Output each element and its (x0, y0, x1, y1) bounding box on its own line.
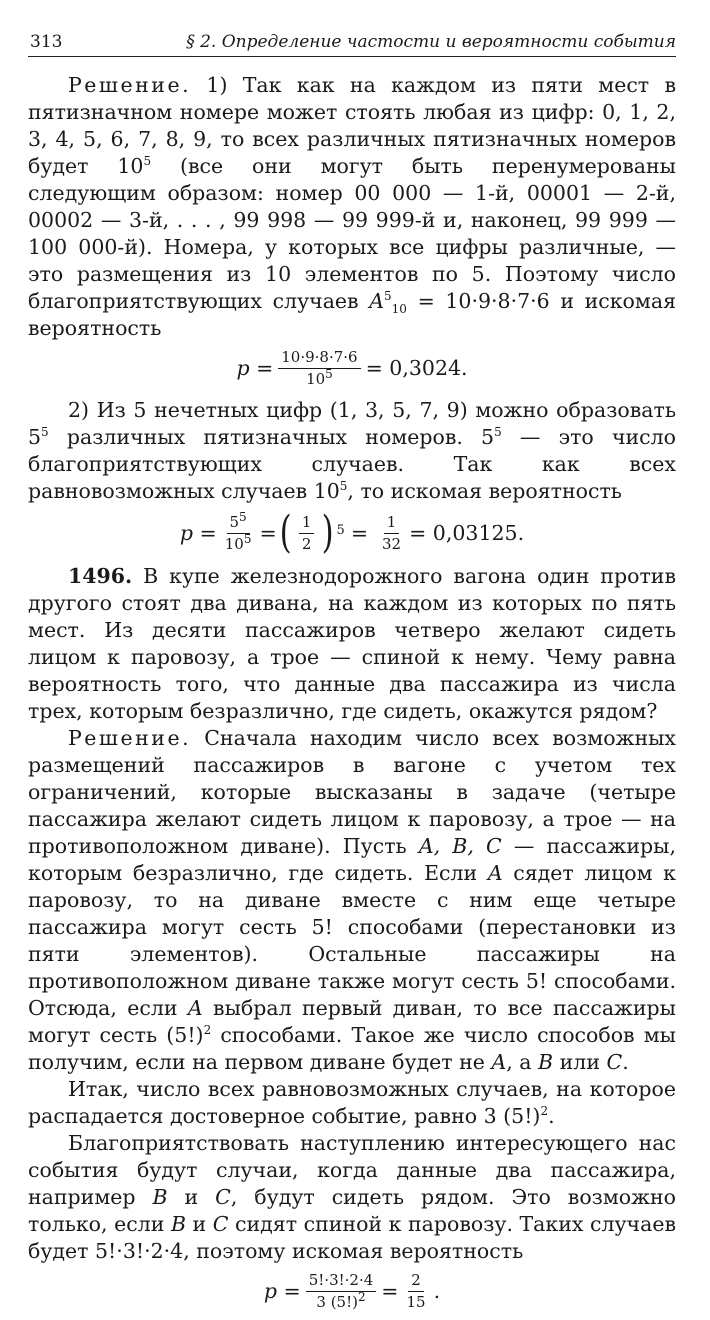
denominator: 15 (406, 1293, 426, 1311)
var-C: C (606, 1050, 623, 1074)
fraction (306, 1271, 377, 1312)
text: = 10·9·8·7·6 и искомая вероятность (28, 289, 676, 340)
formula-lhs: p = (263, 1279, 301, 1303)
problem-text: В купе железнодорожного вагона один против другого стоят два дивана, на каждом из которых по пять мест. Из десяти пассажиров четверо желают сидеть лицом к паровозу, а трое — спиной к нему. Чему равна вероятность того, что данные два пассажира из числа трех, которым безразлично, где сидеть, окажутся рядом? (28, 564, 676, 723)
numerator: 5!·3!·2·4 (306, 1271, 377, 1292)
var-A: A (491, 1050, 507, 1074)
text: 5 (229, 512, 240, 531)
numerator: 1 (299, 513, 315, 534)
text: Итак, число всех равновозможных случаев, на которое распадается достоверное событие, равно 3 (5!) (28, 1077, 676, 1128)
var-C: C (215, 1185, 231, 1209)
formula-3 (28, 1271, 676, 1312)
denominator: 2 (301, 534, 312, 553)
text: и (167, 1185, 216, 1209)
text: различных пятизначных номеров. 5 (48, 425, 495, 449)
solution-label: Решение. (68, 726, 192, 750)
numerator (227, 509, 250, 534)
exponent: 2 (357, 1290, 366, 1304)
var-B: B (538, 1050, 554, 1074)
numerator: 2 (408, 1271, 424, 1292)
var-C: C (212, 1212, 229, 1236)
book-page (28, 0, 677, 1311)
text: Сначала находим число всех возможных размещений пассажиров в вагоне с учетом тех ограничений, которые высказаны в задаче (четыре пассажира желают сидеть лицом к паровозу, а трое — на противоположном диване). Пусть (28, 726, 676, 858)
text: , а (506, 1050, 539, 1074)
text: , будут сидеть рядом. Это возможно только, если (28, 1185, 677, 1236)
solution2-paragraph2 (28, 1076, 676, 1130)
var-B: B (152, 1185, 168, 1209)
denominator (222, 531, 255, 554)
text: или (553, 1050, 607, 1074)
text: (все они могут быть перенумерованы следующим образом: номер 00 000 — 1-й, 00001 — 2-й, 00002 — 3-й, . . . , 99 998 — 99 999-й и, наконец, 99 999 — 100 000-й). Номера, у которых все цифры различные, — это размещения из 10 элементов по 5. Поэтому число благоприятствующих случаев (28, 154, 676, 313)
exponent: 5 (384, 289, 392, 304)
solution-label: Решение. (68, 73, 192, 97)
vars: A, B, C (418, 834, 502, 858)
var-A: A (369, 289, 385, 313)
section-title: § 2. Определение частости и вероятности события (186, 32, 676, 52)
subscript: 10 (391, 302, 407, 317)
exponent: 5 (143, 154, 152, 169)
var-B: B (170, 1212, 187, 1236)
fraction (379, 513, 404, 554)
text: 10 (306, 370, 326, 388)
equals-sign: = (259, 520, 277, 545)
exponent: 5 (494, 425, 502, 440)
equals-sign: = (350, 520, 369, 545)
numerator: 1 (384, 513, 400, 534)
exponent: 5 (239, 509, 247, 524)
text: сидят спиной к паровозу. Таких случаев будет 5!·3!·2·4, поэтому искомая вероятность (28, 1212, 677, 1263)
page-body (28, 72, 676, 1320)
exponent: 5 (336, 523, 345, 538)
var-A: A (187, 996, 203, 1020)
formula-1 (28, 348, 676, 389)
exponent: 5 (325, 367, 333, 381)
solution2-paragraph3 (28, 1130, 676, 1265)
formula-lhs: p = (179, 520, 217, 545)
equals-sign: = (381, 1279, 399, 1303)
fraction (403, 1271, 428, 1312)
text: 2) Из 5 нечетных цифр (1, 3, 5, 7, 9) можно образовать 5 (28, 398, 676, 449)
text: способами. Такое же число способов мы получим, если на первом диване будет не (28, 1023, 676, 1074)
formula-result: = 0,3024. (365, 356, 468, 380)
fraction (222, 509, 255, 554)
text: Благоприятствовать наступлению интересующего нас события будут случаи, когда данные два пассажира, например (28, 1131, 676, 1209)
exponent: 2 (203, 1023, 212, 1038)
text: — это число благоприятствующих случаев. Так как всех равновозможных случаев 10 (28, 425, 677, 503)
text: сядет лицом к паровозу, то на диване вместе с ним еще четыре пассажира могут сесть 5! способами (перестановки из пяти элементов). Остальные пассажиры на противоположном диване также могут сесть 5! способами. Отсюда, если (28, 861, 676, 1020)
denominator (313, 1292, 368, 1312)
solution2-paragraph1 (28, 725, 676, 1076)
formula-lhs: p = (236, 356, 274, 380)
denominator: 32 (382, 534, 402, 553)
var-A: A (487, 861, 503, 885)
page-number: 313 (30, 32, 63, 52)
exponent: 5 (339, 479, 348, 494)
text: и (186, 1212, 213, 1236)
text: . (622, 1050, 629, 1074)
text: выбрал первый диван, то все пассажиры могут сесть (5!) (28, 996, 676, 1047)
exponent: 5 (41, 425, 49, 440)
denominator (303, 369, 336, 389)
right-paren: ) (321, 507, 334, 558)
exponent: 2 (540, 1104, 549, 1119)
text: . (548, 1104, 555, 1128)
numerator: 10·9·8·7·6 (278, 348, 360, 369)
left-paren: ( (279, 507, 292, 558)
formula-result: = 0,03125. (409, 520, 525, 545)
text: 1) Так как на каждом из пяти мест в пятизначном номере может стоять любая из цифр: 0, 1, 2, 3, 4, 5, 6, 7, 8, 9, то всех различных пятизначных номеров будет 10 (28, 73, 676, 178)
text: , то искомая вероятность (347, 479, 622, 503)
text: — пассажиры, которым безразлично, где сидеть. Если (28, 834, 676, 885)
exponent: 5 (243, 531, 252, 546)
problem-number: 1496. (68, 564, 133, 588)
period: . (433, 1279, 441, 1303)
fraction (278, 348, 360, 389)
text: 10 (224, 534, 244, 553)
solution1-paragraph2 (28, 397, 676, 505)
problem-statement (28, 563, 676, 725)
formula-2 (28, 507, 676, 558)
fraction (299, 513, 315, 554)
text: 3 (5!) (316, 1293, 358, 1311)
solution1-paragraph1 (28, 72, 676, 342)
running-header (28, 30, 676, 57)
